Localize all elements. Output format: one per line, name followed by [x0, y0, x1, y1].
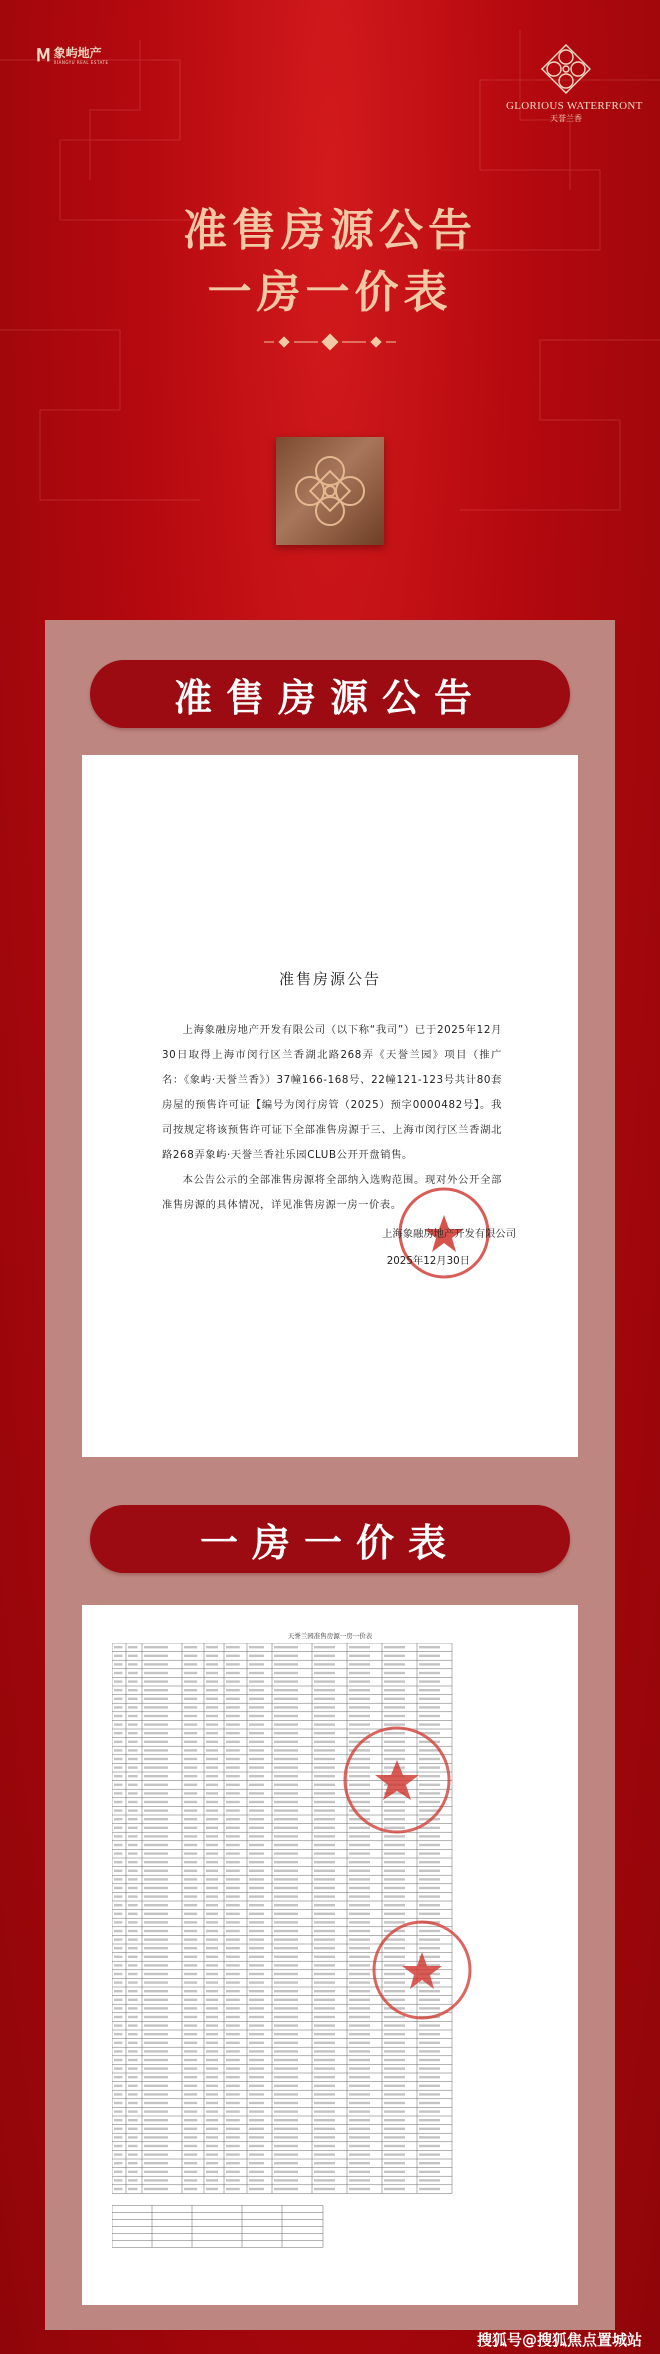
- ornament-divider-icon: [264, 322, 396, 362]
- price-list-document: [82, 1605, 578, 2305]
- content-panel: [45, 620, 615, 2330]
- brand-logo-left: [36, 46, 109, 66]
- notice-title: 准售房源公告: [278, 970, 381, 988]
- banner-title: 一房一价表: [199, 1519, 460, 1565]
- signature-date: 2025年12月30日: [386, 1255, 470, 1267]
- banner-title: 准售房源公告: [173, 674, 486, 720]
- price-table-title: 天誉兰园准售房源一房一价表: [287, 1632, 373, 1640]
- project-name-cn: 天誉兰香: [550, 114, 582, 123]
- floral-medallion-icon: [276, 437, 384, 545]
- brand-name: 象屿地产: [53, 46, 102, 60]
- source-watermark: 搜狐号@搜狐焦点置城站: [476, 2331, 642, 2349]
- notice-paragraph: 上海象融房地产开发有限公司（以下称“我司”）已于2025年12月30日取得上海市闵行区兰香湖北路268弄《天誉兰园》项目（推广名：《象屿·天誉兰香》）37幢166-168号、22幢121-123号共计80套房屋的预售许可证【编号为闵行房管（2025）预字0000482号】。我司按规定将该预售许可证下全部准售房源于三、上海市闵行区兰香湖北路268弄象屿·天誉兰香社乐园CLUB公开开盘销售。: [162, 1024, 502, 1161]
- project-name-en: GLORIOUS WATERFRONT: [506, 100, 643, 112]
- price-table-grid: [112, 1643, 548, 2285]
- company-seal-icon: [337, 1720, 457, 1840]
- project-logo-right: [506, 40, 643, 124]
- bronze-medallion: [276, 437, 384, 545]
- section-banner-notice: [90, 660, 570, 728]
- company-seal-icon: [367, 1915, 477, 2025]
- brand-mark-icon: 𝖬: [36, 46, 50, 66]
- hero-title-line1: 准售房源公告: [183, 205, 477, 256]
- brand-name-en: XIANGYU REAL ESTATE: [53, 60, 109, 65]
- section-banner-price-list: [90, 1505, 570, 1573]
- hero-title-line2: 一房一价表: [207, 267, 453, 318]
- signature-company: 上海象融房地产开发有限公司: [382, 1228, 516, 1240]
- floral-emblem-icon: [537, 40, 595, 98]
- notice-paragraph: 本公告公示的全部准售房源将全部纳入选购范围。现对外公开全部准售房源的具体情况，详见准售房源一房一价表。: [162, 1174, 502, 1211]
- notice-document: [82, 755, 578, 1457]
